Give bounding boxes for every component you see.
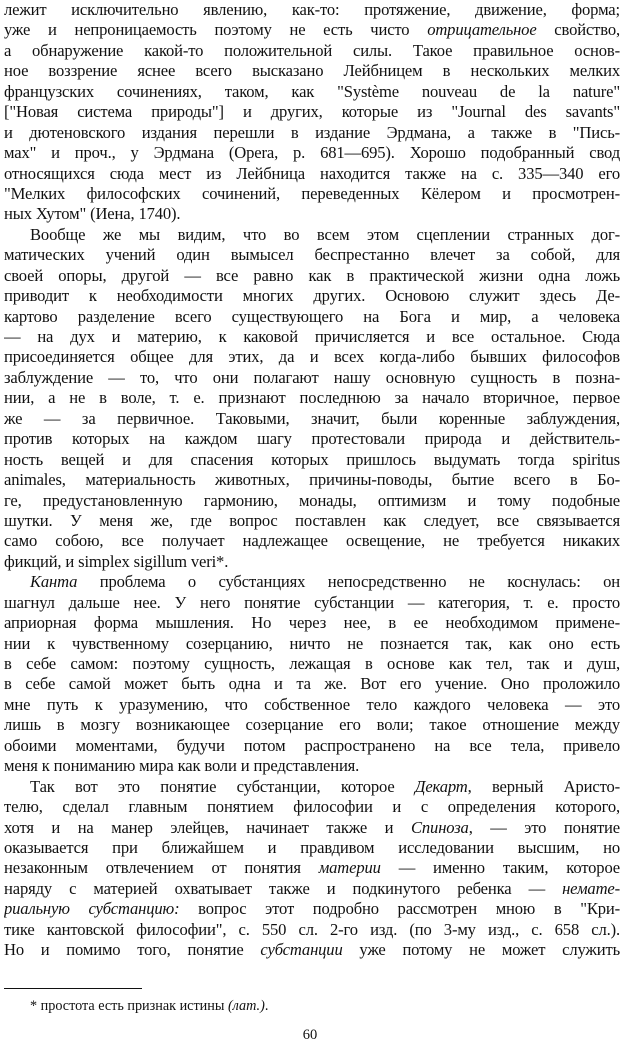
text-line: уже и непроницаемость поэтому не есть чисто отрицательное свойство, bbox=[4, 20, 620, 40]
text-line: шагнул дальше нее. У него понятие субстанции — категория, т. е. просто bbox=[4, 592, 620, 612]
page-number: 60 bbox=[302, 1027, 318, 1043]
text-line: приводит к необходимости многих других. Основою служит здесь Де- bbox=[4, 286, 620, 306]
text-line: шутки. У меня же, где вопрос поставлен как следует, все связывается bbox=[4, 510, 620, 530]
text-line: мне путь к уразумению, что собственное тело каждого человека — это bbox=[4, 694, 620, 714]
text-line: Вообще же мы видим, что во всем этом сцеплении странных дог- bbox=[30, 224, 620, 244]
text-line: лежит исключительно явлению, как-то: протяжение, движение, форма; bbox=[4, 0, 620, 19]
text-line: Так вот это понятие субстанции, которое Декарт, верный Аристо- bbox=[30, 776, 620, 796]
text-line: Канта проблема о субстанциях непосредственно не коснулась: он bbox=[30, 572, 620, 592]
text-line: оказывается при ближайшем и правдивом исследовании высшим, но bbox=[4, 837, 620, 857]
text-line: тике кантовской философии", с. 550 сл. 2-го изд. (по 3-му изд., с. 658 сл.). bbox=[4, 919, 620, 939]
text-line: присоединяется общее для этих, да и всех когда-либо бывших философов bbox=[4, 347, 620, 367]
text-line: матических учений один вымысел беспрестанно влечет за собой, для bbox=[4, 245, 620, 265]
text-line: и дютеновского издания перешли в издание Эрдмана, а также в "Пись- bbox=[4, 122, 620, 142]
text-line: в себе самой может быть одна и та же. Вот его учение. Оно проложило bbox=[4, 674, 620, 694]
text-line: ное воззрение яснее всего высказано Лейбницем в нескольких мелких bbox=[4, 61, 620, 81]
text-line: против которых на каждом шагу протестовали природа и действитель- bbox=[4, 429, 620, 449]
text-line: лишь в мозгу возникающее созерцание его воли; такое отношение между bbox=[4, 715, 620, 735]
text-line: в себе самом: поэтому сущность, лежащая в основе как тел, так и душ, bbox=[4, 654, 620, 673]
text-line: заблуждение — то, что они полагают нашу основную сущность в позна- bbox=[4, 367, 620, 387]
text-line: своей опоры, другой — все равно как в практической жизни одна ложь bbox=[4, 265, 620, 285]
footnote: * простота есть признак истины (лат.). bbox=[30, 998, 269, 1014]
text-line: меня к пониманию мира как воли и представления. bbox=[4, 756, 360, 776]
text-line: нии к чувственному созерцанию, ничто не познается так, как оно есть bbox=[4, 633, 620, 653]
text-line: само собою, все получает надлежащее освещение, не требуется никаких bbox=[4, 531, 620, 551]
text-line: ность вещей и для спасения которых пришлось выдумать тогда spiritus bbox=[4, 449, 620, 469]
text-line: ["Новая система природы"] и других, которые из "Journal des savants" bbox=[4, 102, 620, 122]
text-line: обоими моментами, будучи потом распространено на все тела, привело bbox=[4, 735, 620, 755]
text-line: "Мелких философских сочинений, переведенных Кёлером и просмотрен- bbox=[4, 183, 620, 203]
text-line: — на дух и материю, к каковой причисляется и все остальное. Сюда bbox=[4, 327, 620, 346]
text-line: animales, материальность животных, причины-поводы, бытие всего в Бо- bbox=[4, 470, 620, 490]
footnote-divider bbox=[4, 988, 142, 989]
text-line: хотя и на манер элейцев, начинает также и Спиноза, — это понятие bbox=[4, 817, 620, 837]
text-line: телю, сделал главным понятием философии и с определения которого, bbox=[4, 797, 620, 817]
body-text bbox=[4, 0, 620, 961]
text-line: ных Хутом" (Иена, 1740). bbox=[4, 204, 181, 224]
text-line: же — за первичное. Таковыми, значит, были коренные заблуждения, bbox=[4, 408, 620, 428]
text-line: фикций, и simplex sigillum veri*. bbox=[4, 551, 229, 571]
text-line: незаконным отвлечением от понятия материи — именно таким, которое bbox=[4, 858, 620, 878]
text-line: картово разделение всего существующего на Бога и мир, а человека bbox=[4, 306, 620, 326]
text-line: французских сочинениях, таком, как "Système nouveau de la nature" bbox=[4, 81, 620, 101]
text-line: мах" и проч., у Эрдмана (Opera, p. 681—695). Хорошо подобранный свод bbox=[4, 143, 620, 163]
text-line: а обнаружение какой-то положительной силы. Такое правильное основ- bbox=[4, 40, 620, 60]
text-line: наряду с материей охватывает также и подкинутого ребенка — немате- bbox=[4, 878, 620, 898]
text-line: риальную субстанцию: вопрос этот подробно рассмотрен мною в "Кри- bbox=[4, 899, 620, 919]
text-line: нии, а не в воле, т. е. признают последнюю за начало вторичное, первое bbox=[4, 388, 620, 408]
text-line: относящихся сюда мест из Лейбница находится также на с. 335—340 его bbox=[4, 163, 620, 183]
text-line: Но и помимо того, понятие субстанции уже потому не может служить bbox=[4, 940, 620, 960]
text-line: априорная форма мышления. Но через нее, в ее необходимом примене- bbox=[4, 613, 620, 633]
text-line: ге, предустановленную гармонию, монады, оптимизм и тому подобные bbox=[4, 490, 620, 510]
